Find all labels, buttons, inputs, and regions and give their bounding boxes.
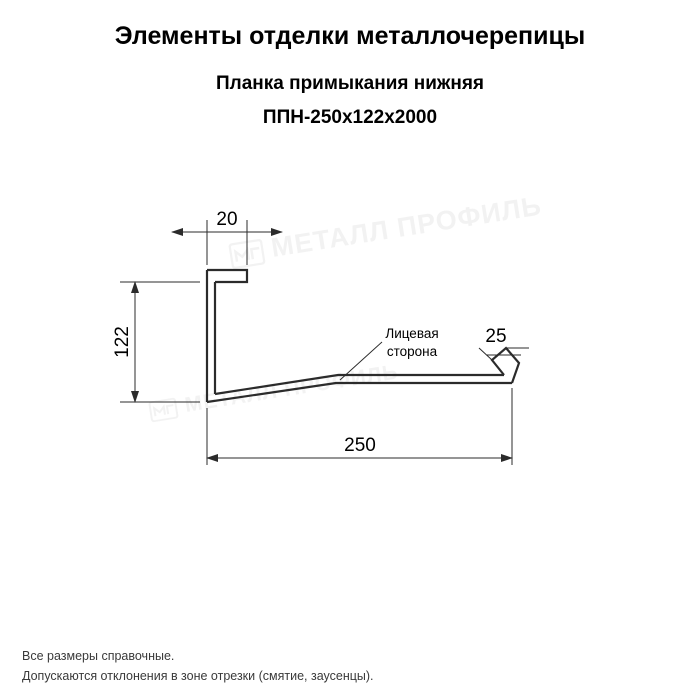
technical-drawing: [0, 170, 700, 530]
product-name: Планка примыкания нижняя: [215, 73, 485, 94]
dimension-label-250: 250: [344, 435, 376, 456]
profile-outline: [207, 270, 519, 402]
page-title: Элементы отделки металлочерепицы: [114, 22, 586, 50]
watermark-text-bottom: МЕТАЛЛ ПРОФИЛЬ: [183, 360, 400, 417]
title-block: [0, 22, 700, 129]
dimension-label-25: 25: [485, 326, 507, 347]
footer-line-1: Все размеры справочные.: [22, 649, 175, 664]
footer-line-2: Допускаются отклонения в зоне отрезки (смятие, заусенцы).: [22, 668, 374, 683]
dimension-label-122: 122: [112, 326, 133, 358]
callout-label-line2: сторона: [386, 344, 438, 359]
footer-notes: [22, 647, 374, 686]
watermark-text-top: МЕТАЛЛ ПРОФИЛЬ: [268, 190, 544, 263]
dimension-label-20: 20: [216, 209, 238, 230]
callout-label-line1: Лицевая: [385, 326, 439, 341]
product-code: ППН-250х122х2000: [262, 107, 438, 128]
